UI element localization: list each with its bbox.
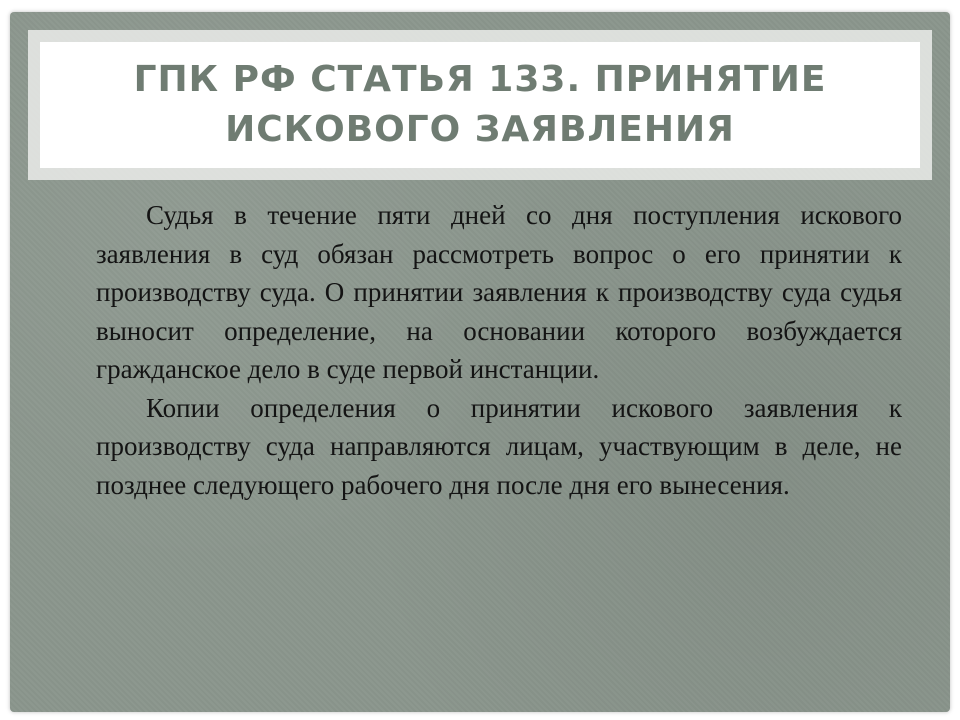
slide-body xyxy=(96,196,902,504)
title-box xyxy=(40,42,920,168)
slide-title: ГПК РФ СТАТЬЯ 133. ПРИНЯТИЕ ИСКОВОГО ЗАЯВЛЕНИЯ xyxy=(133,59,827,150)
slide xyxy=(10,12,950,712)
title-band xyxy=(28,30,932,180)
paragraph-2: Копии определения о принятии искового заявления к производству суда направляются лицам, участвующим в деле, не позднее следующего рабочего дня после дня его вынесения. xyxy=(96,392,902,500)
paragraph-1: Судья в течение пяти дней со дня поступления искового заявления в суд обязан рассмотреть вопрос о его принятии к производству суда. О принятии заявления к производству суда судья выносит определение, на основании которого возбуждается гражданское дело в суде первой инстанции. xyxy=(96,200,902,384)
